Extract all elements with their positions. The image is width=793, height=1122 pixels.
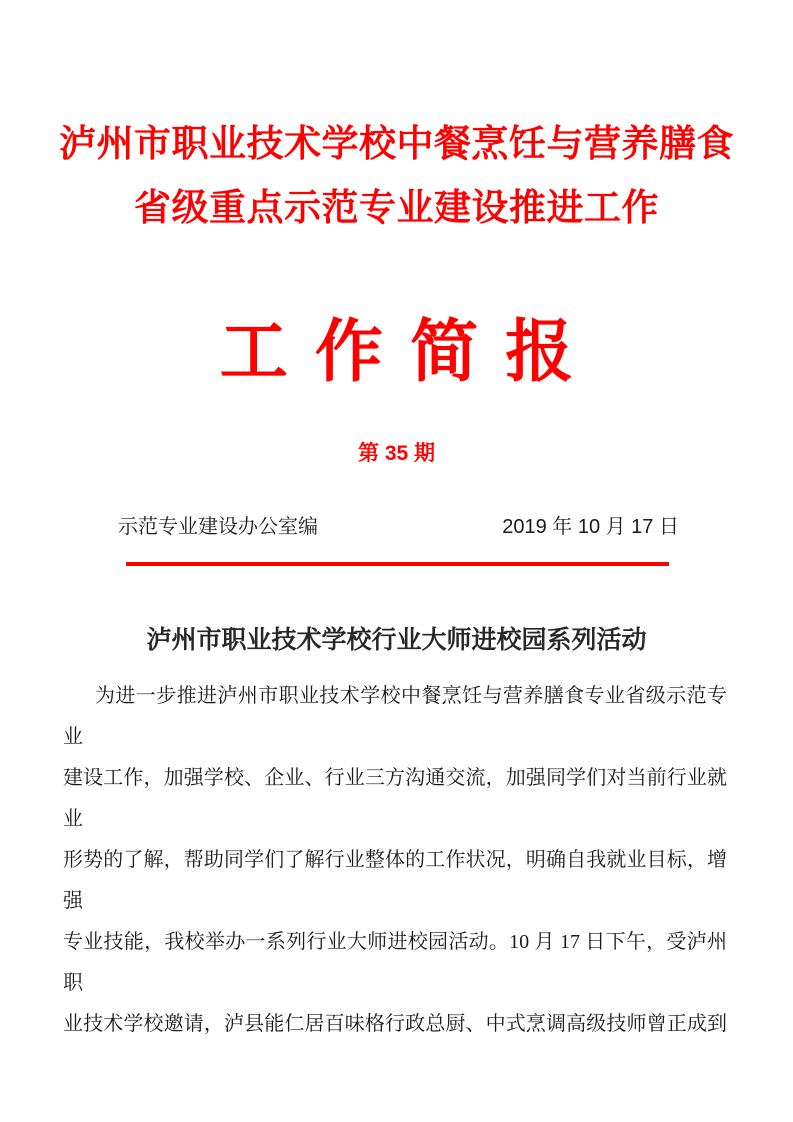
document-title bbox=[0, 0, 793, 240]
article-paragraph bbox=[63, 676, 727, 1045]
paragraph-line: 建设工作，加强学校、企业、行业三方沟通交流，加强同学们对当前行业就业 bbox=[63, 767, 727, 830]
masthead-info-row bbox=[118, 513, 679, 541]
editor-label: 示范专业建设办公室编 bbox=[118, 516, 318, 538]
paragraph-line: 为进一步推进泸州市职业技术学校中餐烹饪与营养膳食专业省级示范专业 bbox=[63, 685, 727, 748]
issue-date: 2019 年 10 月 17 日 bbox=[502, 516, 679, 538]
document-title-line1: 泸州市职业技术学校中餐烹饪与营养膳食 bbox=[59, 123, 734, 164]
paragraph-line: 形势的了解，帮助同学们了解行业整体的工作状况，明确自我就业目标，增强 bbox=[63, 849, 727, 912]
document-title-line2: 省级重点示范专业建设推进工作 bbox=[134, 187, 659, 228]
article-heading: 泸州市职业技术学校行业大师进校园系列活动 bbox=[146, 626, 647, 654]
paragraph-line: 专业技能，我校举办一系列行业大师进校园活动。10 月 17 日下午，受泸州职 bbox=[63, 931, 727, 994]
paragraph-line: 业技术学校邀请，泸县能仁居百味格行政总厨、中式烹调高级技师曾正成到 bbox=[63, 1013, 727, 1035]
bulletin-name: 工作简报 bbox=[219, 314, 601, 390]
red-divider-line bbox=[126, 562, 669, 566]
issue-number: 第 35 期 bbox=[357, 442, 436, 465]
